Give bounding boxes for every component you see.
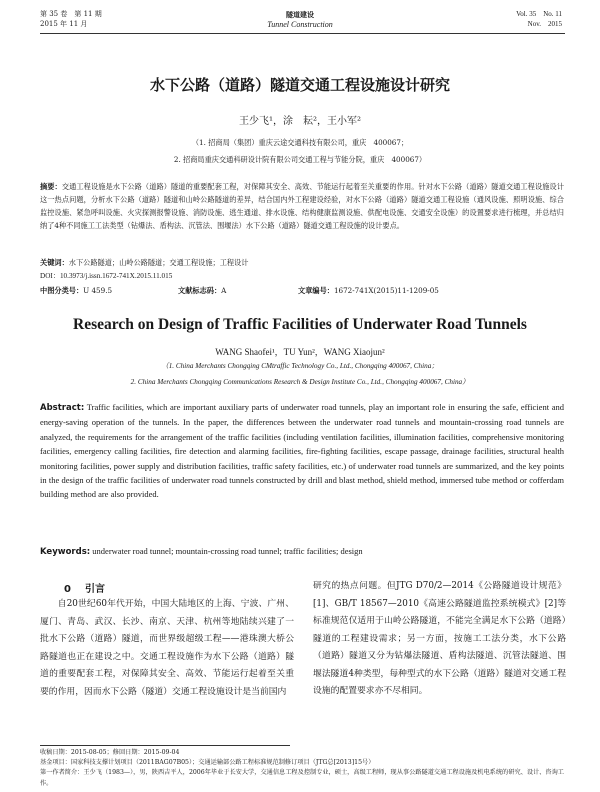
authors-en: WANG Shaofei¹，TU Yun²，WANG Xiaojun² xyxy=(215,347,385,357)
keywords-en-text: underwater road tunnel; mountain-crossing road tunnel; traffic facilities; design xyxy=(92,546,363,556)
clc-label: 中图分类号： xyxy=(40,286,84,295)
keywords-cn-label: 关键词： xyxy=(40,258,69,267)
footnote-rule xyxy=(40,745,290,746)
abstract-cn-text: 交通工程设施是水下公路（道路）隧道的重要配套工程，对保障其安全、高效、节能运行起着至关重要的作用。针对水下公路（道路）隧道交通工程设施设计这一热点问题，分析水下公路（道路）隧道和山岭公路隧道的差异，结合国内外工程建设经验，对水下公路（道路）隧道交通工程设施（通风设施、照明设施、综合监控设施、紧急呼叫设施、火灾探测报警设施、消防设施、逃生通道、排水设施、结构健康监测设施、供配电设施、交通安全设施）的设置要求进行梳理，并总结归纳了4种不同施工工法类型（钻爆法、盾构法、沉管法、围堰法）水下公路（道路）隧道交通工程设施的设计要点。 xyxy=(40,182,564,230)
classification-row xyxy=(40,284,564,297)
abstract-en-label: Abstract: xyxy=(40,403,85,413)
footnote-funding: 基金项目：国家科技支撑计划项目（2011BAG07B05）；交通运输部公路工程标准规范制修订项目（JTG总[2013]15号） xyxy=(40,759,375,766)
header-volume-en: Vol. 35 No. 11 xyxy=(516,10,562,18)
header-journal-cn: 隧道建设 xyxy=(286,10,314,19)
header-date-en: Nov. 2015 xyxy=(527,20,562,28)
artno-value: 1672-741X(2015)11-1209-05 xyxy=(333,286,439,295)
header-date: 2015 年 11 月 xyxy=(40,20,88,28)
affiliation-cn-2: 2. 招商局重庆交通科研设计院有限公司交通工程与节能分院，重庆 400067） xyxy=(173,155,427,164)
clc-value: U 459.5 xyxy=(83,286,113,295)
section-title: 引言 xyxy=(84,584,105,595)
doi: DOI：10.3973/j.issn.1672-741X.2015.11.015 xyxy=(40,272,173,280)
section-heading xyxy=(64,580,105,595)
section-number: 0 xyxy=(64,584,71,595)
abstract-cn-label: 摘要： xyxy=(40,182,62,191)
footnote-received: 收稿日期：2015-08-05；修回日期：2015-09-04 xyxy=(40,749,180,756)
body-column-right: 研究的热点问题。但JTG D70/2—2014《公路隧道设计规范》[1]、GB/T 18567—2010《高速公路隧道监控系统模式》[2]等标准规范仅适用于山岭公路隧道，不能完全满足水下公路（道路）隧道的工程建设需求；另一方面，按施工工法分类，水下公路（道路）隧道又分为钻爆法隧道、盾构法隧道、沉管法隧道、围堰法隧道4种类型，每种型式的水下公路（道路）隧道对交通工程设施的配置要求亦不尽相同。 xyxy=(313,581,566,696)
affiliation-en-1: （1. China Merchants Chongqing CMtraffic Technology Co., Ltd., Chongqing 400067, China； xyxy=(161,362,439,370)
body-column-left: 自20世纪60年代开始，中国大陆地区的上海、宁波、广州、厦门、青岛、武汉、长沙、南京、天津、杭州等地陆续兴建了一批水下公路（道路）隧道，而世界级超级工程——港珠澳大桥公路隧道也正在建设之中。交通工程设施作为水下公路（道路）隧道的重要配套工程，对保障其安全、高效、节能运行起着至关重要的作用，因而水下公路（隧道）交通工程设施设计是当前国内 xyxy=(40,599,294,697)
header-volume: 第 35 卷 第 11 期 xyxy=(40,10,102,18)
affiliation-en-2: 2. China Merchants Chongqing Communications Research & Design Institute Co., Ltd., Chongqing 400067, China） xyxy=(130,378,470,386)
artno-label: 文章编号： xyxy=(298,286,334,295)
keywords-cn xyxy=(40,256,248,269)
footnote-author-bio: 第一作者简介：王少飞（1983—），男，陕西吉平人，2006年毕业于长安大学，交通信息工程及控制专业，硕士，高级工程师，现从事公路隧道交通工程设施及机电系统的研究、设计、咨询工作。 xyxy=(40,769,564,787)
header-rule xyxy=(40,33,565,34)
title-cn: 水下公路（道路）隧道交通工程设施设计研究 xyxy=(149,76,450,94)
authors-cn: 王少飞¹，涂 耘²，王小军² xyxy=(238,116,362,127)
header-journal-en: Tunnel Construction xyxy=(267,20,333,29)
abstract-cn xyxy=(40,180,564,246)
abstract-en-text: Traffic facilities, which are important auxiliary parts of underwater road tunnels, play an important role in ensuring the safe, efficient and energy-saving operation of the tunnels. In the paper, the differences between the underwater road tunnels and mountain-crossing road tunnels are analyzed, the requirements for the arrangement of the traffic facilities (including ventilation facilities, illumination facilities, comprehensive monitoring facilities, emergency calling facilities, fire detection and alarming facilities, fire-fighting facilities, escape passage, drainage facilities, structural health monitoring facilities, power supply and distribution facilities, traffic safety facilities, etc.) of underwater road tunnels are summarized, and the key points in the design of the traffic facilities of underwater road tunnels constructed by drill and blast method, shield method, immersed tube method or cofferdam building method are also provided. xyxy=(40,402,564,500)
affiliation-cn-1: （1. 招商局（集团）重庆云途交通科技有限公司，重庆 400067； xyxy=(191,138,409,147)
keywords-en-label: Keywords: xyxy=(40,547,91,557)
keywords-cn-text: 水下公路隧道；山岭公路隧道；交通工程设施；工程设计 xyxy=(68,258,249,267)
doccode-value: A xyxy=(221,286,227,295)
keywords-en xyxy=(40,546,363,557)
title-en: Research on Design of Traffic Facilities of Underwater Road Tunnels xyxy=(73,316,527,333)
abstract-en xyxy=(40,400,564,544)
doccode-label: 文献标志码： xyxy=(178,286,222,295)
